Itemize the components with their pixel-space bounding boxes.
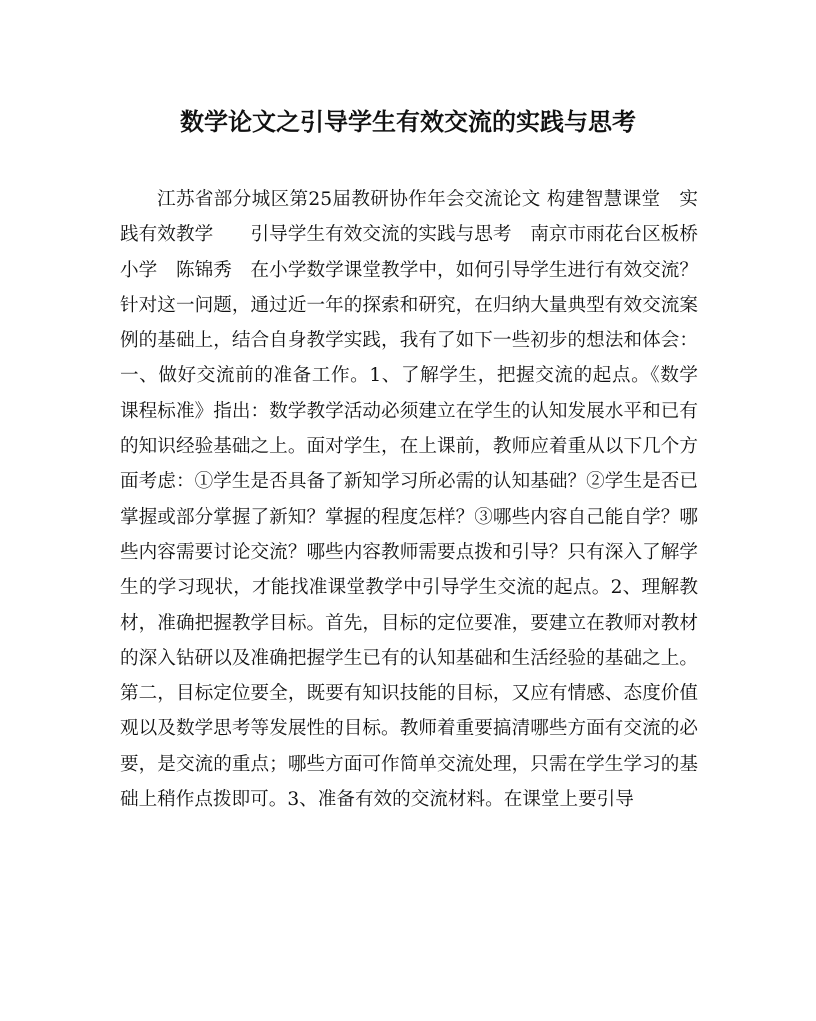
document-body-paragraph: 江苏省部分城区第25届教研协作年会交流论文 构建智慧课堂 实践有效教学 引导学生有效交流的实践与思考 南京市雨花台区板桥小学 陈锦秀 在小学数学课堂教学中，如何引导学生进行有效交流？针对这一问题，通过近一年的探索和研究，在归纳大量典型有效交流案例的基础上，结合自身教学实践，我有了如下一些初步的想法和体会：一、做好交流前的准备工作。1、了解学生，把握交流的起点。《数学课程标准》指出：数学教学活动必须建立在学生的认知发展水平和已有的知识经验基础之上。面对学生，在上课前，教师应着重从以下几个方面考虑：①学生是否具备了新知学习所必需的认知基础？②学生是否已掌握或部分掌握了新知？掌握的程度怎样？③哪些内容自己能自学？哪些内容需要讨论交流？哪些内容教师需要点拨和引导？只有深入了解学生的学习现状，才能找准课堂教学中引导学生交流的起点。2、理解教材，准确把握教学目标。首先，目标的定位要准，要建立在教师对教材的深入钻研以及准确把握学生已有的认知基础和生活经验的基础之上。第二，目标定位要全，既要有知识技能的目标，又应有情感、态度价值观以及数学思考等发展性的目标。教师着重要搞清哪些方面有交流的必要，是交流的重点；哪些方面可作简单交流处理，只需在学生学习的基础上稍作点拨即可。3、准备有效的交流材料。在课堂上要引导 bbox=[120, 189, 698, 811]
document-title: 数学论文之引导学生有效交流的实践与思考 bbox=[180, 107, 636, 136]
